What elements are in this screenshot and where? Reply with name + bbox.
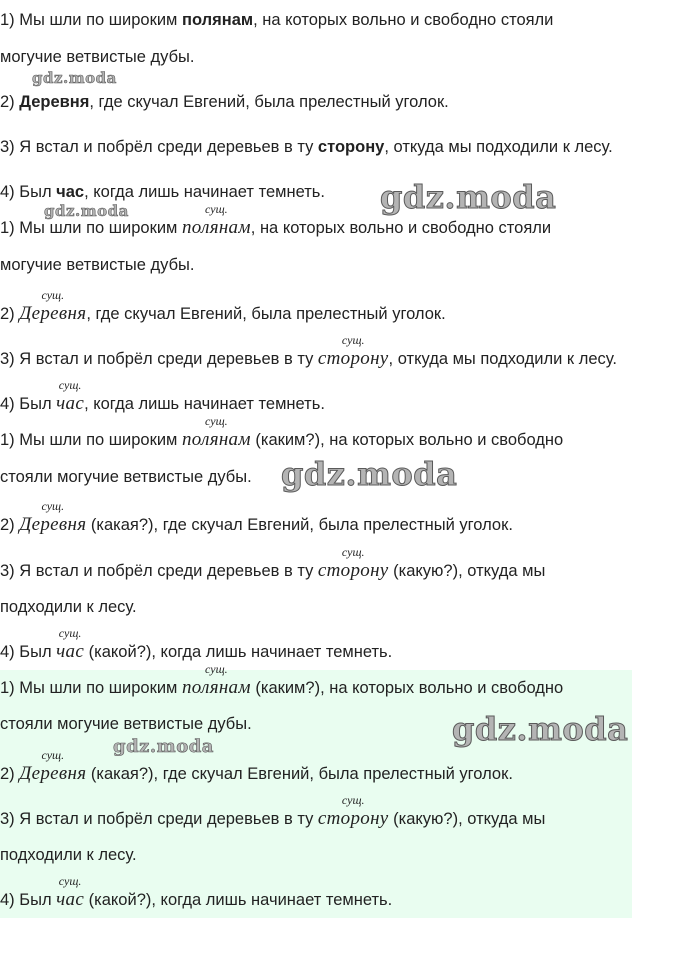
noun-label: сущ.: [41, 288, 65, 302]
b1-s3: 3) Я встал и побрёл среди деревьев в ту сторону, откуда мы подходили к лесу.: [0, 138, 613, 156]
noun-label: сущ.: [41, 748, 65, 762]
b4-s1-line2: стояли могучие ветвистые дубы.: [0, 715, 252, 733]
noun-label: сущ.: [58, 378, 82, 392]
b1-s3-word: сторону: [317, 138, 385, 156]
noun-label: сущ.: [205, 414, 228, 428]
b3-s1-line2: стояли могучие ветвистые дубы.: [0, 468, 252, 486]
b1-s1-line1: 1) Мы шли по широким полянам, на которых вольно и свободно стояли: [0, 11, 554, 29]
watermark: gdz.moda: [113, 736, 214, 757]
b2-s3: 3) Я встал и побрёл среди деревьев в ту сущ. сторону, откуда мы подходили к лесу.: [0, 333, 617, 369]
b4-s4: 4) Был сущ. час (какой?), когда лишь начинает темнеть.: [0, 874, 393, 910]
b2-s3-noun: сущ. сторону: [317, 333, 389, 369]
b3-s3-line2: подходили к лесу.: [0, 598, 137, 616]
noun-label: сущ.: [341, 545, 365, 559]
watermark: gdz.moda: [380, 178, 557, 216]
b2-s1-noun: сущ. полянам: [181, 202, 251, 238]
b3-s3-line1: 3) Я встал и побрёл среди деревьев в ту сущ. сторону (какую?), откуда мы: [0, 545, 546, 581]
b1-s2-word: Деревня: [19, 93, 90, 111]
b4-s3-line1: 3) Я встал и побрёл среди деревьев в ту сущ. сторону (какую?), откуда мы: [0, 793, 546, 829]
noun-label: сущ.: [58, 626, 82, 640]
b4-s3-line2: подходили к лесу.: [0, 846, 137, 864]
watermark: gdz.moda: [452, 710, 629, 748]
b2-s4-noun: сущ. час: [56, 378, 85, 414]
b3-s3-noun: сущ. сторону: [317, 545, 389, 581]
b1-s1-line2: могучие ветвистые дубы.: [0, 48, 195, 66]
b2-s2: 2) сущ. Деревня, где скучал Евгений, была прелестный уголок.: [0, 288, 446, 324]
b1-s4-word: час: [56, 183, 85, 201]
noun-label: сущ.: [205, 662, 228, 676]
b3-s1-line1: 1) Мы шли по широким сущ. полянам (каким?), на которых вольно и свободно: [0, 414, 564, 450]
noun-label: сущ.: [341, 333, 365, 347]
b4-s1-noun: сущ. полянам: [181, 662, 251, 698]
b4-s1-line1: 1) Мы шли по широким сущ. полянам (каким?), на которых вольно и свободно: [0, 662, 564, 698]
b3-s4-noun: сущ. час: [56, 626, 85, 662]
b3-s2-noun: сущ. Деревня: [19, 499, 87, 535]
b1-s4: 4) Был час, когда лишь начинает темнеть.: [0, 183, 325, 201]
b2-s1-line2: могучие ветвистые дубы.: [0, 256, 195, 274]
b4-s2-noun: сущ. Деревня: [19, 748, 87, 784]
noun-label: сущ.: [58, 874, 82, 888]
b4-s4-noun: сущ. час: [56, 874, 85, 910]
b3-s4: 4) Был сущ. час (какой?), когда лишь начинает темнеть.: [0, 626, 393, 662]
b3-s2: 2) сущ. Деревня (какая?), где скучал Евгений, была прелестный уголок.: [0, 499, 513, 535]
b4-s3-noun: сущ. сторону: [317, 793, 389, 829]
noun-label: сущ.: [41, 499, 65, 513]
watermark: gdz.moda: [32, 69, 117, 87]
noun-label: сущ.: [341, 793, 365, 807]
b1-s2: 2) Деревня, где скучал Евгений, была прелестный уголок.: [0, 93, 449, 111]
noun-label: сущ.: [205, 202, 228, 216]
watermark: gdz.moda: [44, 202, 129, 220]
b3-s1-noun: сущ. полянам: [181, 414, 251, 450]
b4-s2: 2) сущ. Деревня (какая?), где скучал Евгений, была прелестный уголок.: [0, 748, 513, 784]
watermark: gdz.moda: [281, 455, 458, 493]
b2-s1-line1: 1) Мы шли по широким сущ. полянам, на которых вольно и свободно стояли: [0, 202, 552, 238]
b2-s4: 4) Был сущ. час, когда лишь начинает темнеть.: [0, 378, 325, 414]
b2-s2-noun: сущ. Деревня: [19, 288, 87, 324]
b1-s1-word: полянам: [181, 11, 254, 29]
